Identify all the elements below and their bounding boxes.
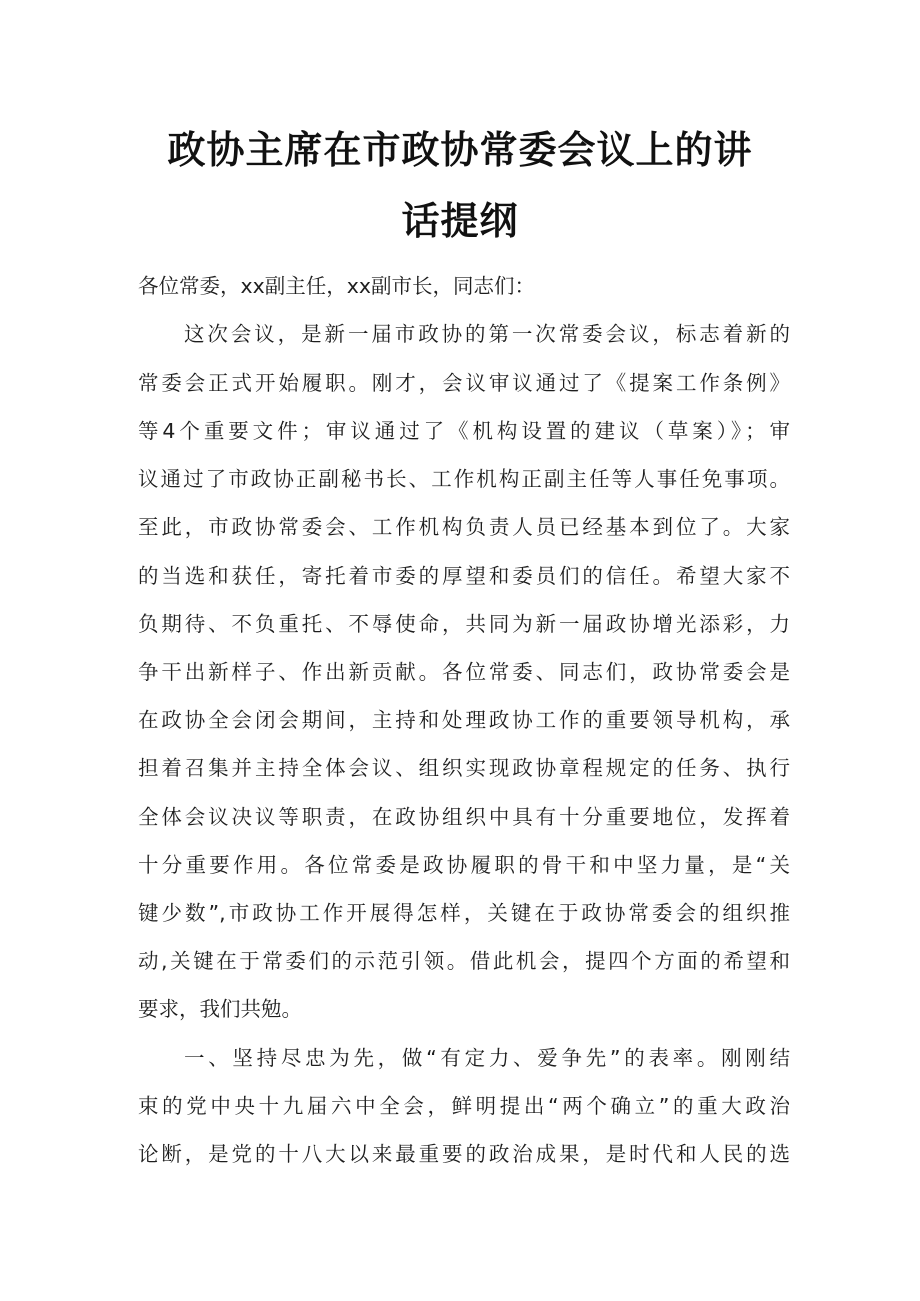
paragraph-line: 的当选和获任，寄托着市委的厚望和委员们的信任。希望大家不 xyxy=(138,564,790,588)
paragraph-line: 在政协全会闭会期间，主持和处理政协工作的重要领导机构，承 xyxy=(138,708,790,732)
salutation: 各位常委，xx副主任，xx副市长，同志们： xyxy=(138,274,536,298)
paragraph-line: 束的党中央十九届六中全会，鲜明提出“两个确立”的重大政治 xyxy=(138,1094,790,1118)
paragraph-line: 担着召集并主持全体会议、组织实现政协章程规定的任务、执行 xyxy=(138,756,790,780)
paragraph-line: 议通过了市政协正副秘书长、工作机构正副主任等人事任免事项。 xyxy=(138,467,790,491)
paragraph-line: 十分重要作用。各位常委是政协履职的骨干和中坚力量，是“关 xyxy=(138,853,790,877)
paragraph-line: 一、坚持尽忠为先，做“有定力、爱争先”的表率。刚刚结 xyxy=(184,1046,790,1070)
paragraph-line: 至此，市政协常委会、工作机构负责人员已经基本到位了。大家 xyxy=(138,515,790,539)
document-title-line-1: 政协主席在市政协常委会议上的讲 xyxy=(167,128,753,172)
paragraph-line: 这次会议，是新一届市政协的第一次常委会议，标志着新的 xyxy=(184,322,790,346)
paragraph-line: 键少数”,市政协工作开展得怎样，关键在于政协常委会的组织推 xyxy=(138,901,790,925)
paragraph-line: 负期待、不负重托、不辱使命，共同为新一届政协增光添彩，力 xyxy=(138,612,790,636)
paragraph-line: 争干出新样子、作出新贡献。各位常委、同志们，政协常委会是 xyxy=(138,660,790,684)
paragraph-line: 全体会议决议等职责，在政协组织中具有十分重要地位，发挥着 xyxy=(138,805,790,829)
document-title-line-2: 话提纲 xyxy=(401,199,519,243)
paragraph-line: 论断，是党的十八大以来最重要的政治成果，是时代和人民的选 xyxy=(138,1142,790,1166)
paragraph-line: 要求，我们共勉。 xyxy=(138,997,302,1021)
paragraph-line: 等4个重要文件；审议通过了《机构设置的建议（草案）》；审 xyxy=(138,419,790,443)
paragraph-line: 常委会正式开始履职。刚才，会议审议通过了《提案工作条例》 xyxy=(138,371,790,395)
paragraph-line: 动,关键在于常委们的示范引领。借此机会，提四个方面的希望和 xyxy=(138,949,790,973)
